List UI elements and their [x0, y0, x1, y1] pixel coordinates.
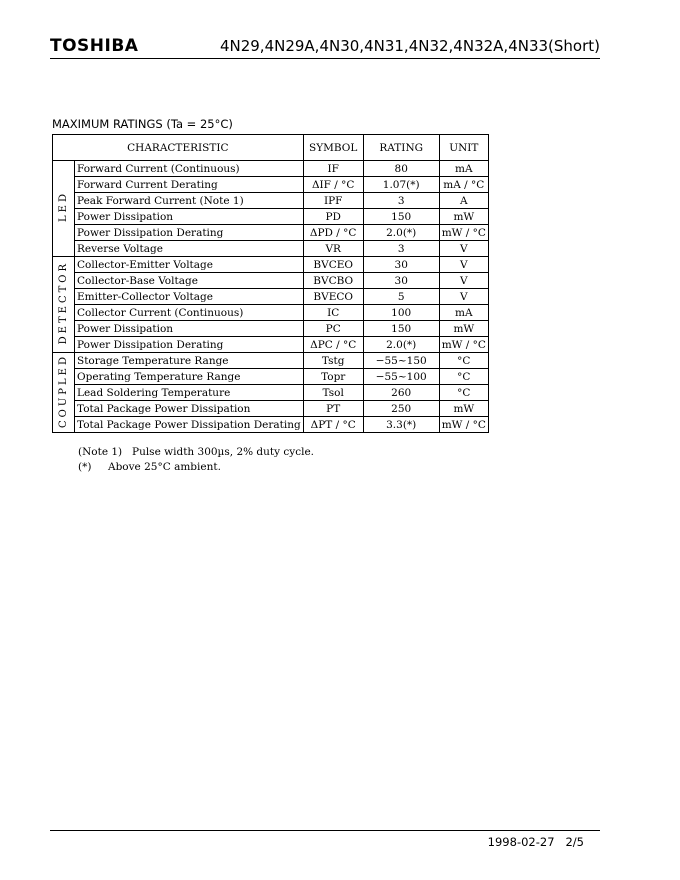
table-row [53, 257, 489, 273]
brand-logo: TOSHIBA [50, 36, 139, 56]
group-label-text: DETECTOR [57, 260, 69, 345]
table-header-row [53, 135, 489, 161]
unit-cell: A [439, 193, 488, 209]
rating-cell: 150 [363, 209, 439, 225]
unit-cell: mA [439, 161, 488, 177]
page-footer [50, 830, 600, 849]
unit-cell: V [439, 257, 488, 273]
unit-cell: mW / °C [439, 337, 488, 353]
symbol-cell: Tstg [303, 353, 363, 369]
max-ratings-table [52, 134, 489, 433]
header-characteristic: CHARACTERISTIC [53, 135, 304, 161]
rating-cell: 260 [363, 385, 439, 401]
table-body [53, 161, 489, 433]
unit-cell: mW / °C [439, 417, 488, 433]
group-label-led [53, 161, 75, 257]
characteristic-cell: Forward Current Derating [75, 177, 304, 193]
table-row [53, 161, 489, 177]
note-1-key: (Note 1) [78, 446, 123, 458]
notes [78, 445, 314, 475]
unit-cell: mW / °C [439, 225, 488, 241]
symbol-cell: ΔIF / °C [303, 177, 363, 193]
table-row [53, 193, 489, 209]
symbol-cell: PT [303, 401, 363, 417]
table-row [53, 401, 489, 417]
rating-cell: 5 [363, 289, 439, 305]
table-row [53, 337, 489, 353]
note-star-key: (*) [78, 461, 92, 473]
symbol-cell: ΔPT / °C [303, 417, 363, 433]
rating-cell: 100 [363, 305, 439, 321]
rating-cell: 30 [363, 257, 439, 273]
symbol-cell: BVCBO [303, 273, 363, 289]
symbol-cell: Tsol [303, 385, 363, 401]
table-row [53, 289, 489, 305]
unit-cell: mW [439, 209, 488, 225]
rating-cell: −55~150 [363, 353, 439, 369]
characteristic-cell: Power Dissipation Derating [75, 337, 304, 353]
table-row [53, 353, 489, 369]
table-row [53, 369, 489, 385]
unit-cell: V [439, 289, 488, 305]
symbol-cell: Topr [303, 369, 363, 385]
characteristic-cell: Power Dissipation Derating [75, 225, 304, 241]
unit-cell: mW [439, 321, 488, 337]
note-1-text: Pulse width 300µs, 2% duty cycle. [132, 446, 315, 458]
characteristic-cell: Storage Temperature Range [75, 353, 304, 369]
unit-cell: V [439, 273, 488, 289]
rating-cell: 3 [363, 241, 439, 257]
part-numbers: 4N29,4N29A,4N30,4N31,4N32,4N32A,4N33(Short) [219, 37, 600, 55]
table-row [53, 321, 489, 337]
rating-cell: −55~100 [363, 369, 439, 385]
table-row [53, 241, 489, 257]
header-unit: UNIT [439, 135, 488, 161]
rating-cell: 250 [363, 401, 439, 417]
page-header [50, 34, 600, 59]
unit-cell: mA / °C [439, 177, 488, 193]
table-row [53, 273, 489, 289]
rating-cell: 150 [363, 321, 439, 337]
table-row [53, 209, 489, 225]
symbol-cell: VR [303, 241, 363, 257]
group-label-text: LED [57, 191, 69, 222]
symbol-cell: BVCEO [303, 257, 363, 273]
characteristic-cell: Emitter-Collector Voltage [75, 289, 304, 305]
rating-cell: 80 [363, 161, 439, 177]
rating-cell: 2.0(*) [363, 225, 439, 241]
symbol-cell: IF [303, 161, 363, 177]
note-star-text: Above 25°C ambient. [108, 461, 221, 473]
symbol-cell: ΔPC / °C [303, 337, 363, 353]
unit-cell: mW [439, 401, 488, 417]
rating-cell: 3 [363, 193, 439, 209]
footer-page: 2/5 [565, 835, 584, 849]
symbol-cell: BVECO [303, 289, 363, 305]
table-row [53, 177, 489, 193]
unit-cell: °C [439, 353, 488, 369]
note-1 [78, 445, 314, 460]
note-star [78, 460, 314, 475]
characteristic-cell: Operating Temperature Range [75, 369, 304, 385]
symbol-cell: IC [303, 305, 363, 321]
unit-cell: V [439, 241, 488, 257]
symbol-cell: PD [303, 209, 363, 225]
header-rating: RATING [363, 135, 439, 161]
characteristic-cell: Collector Current (Continuous) [75, 305, 304, 321]
symbol-cell: IPF [303, 193, 363, 209]
group-label-detector [53, 257, 75, 353]
unit-cell: mA [439, 305, 488, 321]
characteristic-cell: Total Package Power Dissipation [75, 401, 304, 417]
rating-cell: 3.3(*) [363, 417, 439, 433]
table-row [53, 385, 489, 401]
footer-date-page [488, 835, 584, 849]
characteristic-cell: Total Package Power Dissipation Derating [75, 417, 304, 433]
section-title: MAXIMUM RATINGS (Ta = 25°C) [52, 117, 233, 131]
unit-cell: °C [439, 385, 488, 401]
header-symbol: SYMBOL [303, 135, 363, 161]
characteristic-cell: Peak Forward Current (Note 1) [75, 193, 304, 209]
table-row [53, 417, 489, 433]
symbol-cell: ΔPD / °C [303, 225, 363, 241]
group-label-coupled [53, 353, 75, 433]
characteristic-cell: Lead Soldering Temperature [75, 385, 304, 401]
characteristic-cell: Power Dissipation [75, 209, 304, 225]
symbol-cell: PC [303, 321, 363, 337]
characteristic-cell: Collector-Base Voltage [75, 273, 304, 289]
rating-cell: 30 [363, 273, 439, 289]
unit-cell: °C [439, 369, 488, 385]
characteristic-cell: Collector-Emitter Voltage [75, 257, 304, 273]
characteristic-cell: Power Dissipation [75, 321, 304, 337]
table-row [53, 225, 489, 241]
characteristic-cell: Forward Current (Continuous) [75, 161, 304, 177]
characteristic-cell: Reverse Voltage [75, 241, 304, 257]
rating-cell: 2.0(*) [363, 337, 439, 353]
group-label-text: COUPLED [57, 353, 69, 428]
footer-date: 1998-02-27 [487, 835, 555, 849]
rating-cell: 1.07(*) [363, 177, 439, 193]
table-row [53, 305, 489, 321]
